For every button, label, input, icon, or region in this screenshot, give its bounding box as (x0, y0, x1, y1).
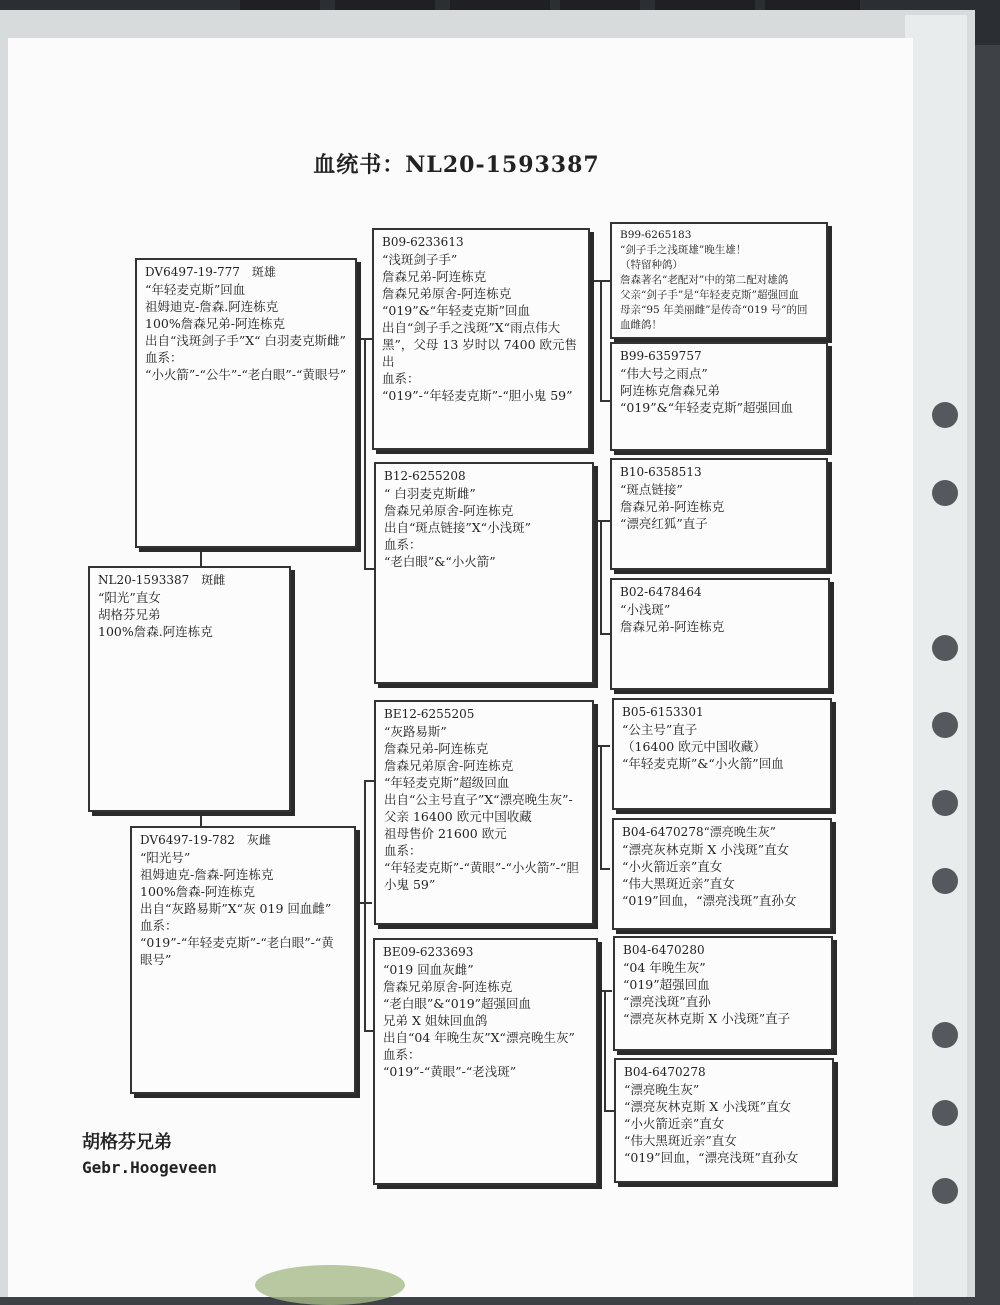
pedigree-line: “小浅斑” (620, 602, 671, 617)
great-grandparent-box (610, 458, 828, 570)
pedigree-line: 詹森兄弟原舍-阿连栋克 (383, 979, 513, 994)
great-grandparent-box (610, 578, 830, 690)
ring-number: B04-6470278“漂亮晚生灰” (622, 825, 776, 839)
punch-hole (932, 1178, 958, 1204)
great-grandparent-box (613, 936, 833, 1051)
ring-number: B10-6358513 (620, 465, 702, 479)
great-grandparent-box (614, 1058, 834, 1183)
pedigree-line: 出自“灰路易斯”X“灰 019 回血雌” (140, 901, 332, 916)
ring-number: B04-6470280 (623, 943, 705, 957)
pedigree-line: “灰路易斯” (384, 724, 447, 739)
pedigree-line: 詹森兄弟原舍-阿连栋克 (382, 286, 512, 301)
pedigree-line: 血系： (383, 1047, 421, 1062)
great-grandparent-box (610, 222, 828, 339)
pedigree-line: “小火箭”-“公牛”-“老白眼”-“黄眼号” (145, 367, 347, 382)
punch-hole (932, 868, 958, 894)
ring-number: BE09-6233693 (383, 945, 474, 959)
ring-number: DV6497-19-777 斑雄 (145, 265, 276, 279)
pedigree-line: “漂亮灰林克斯 X 小浅斑”直女 (622, 842, 790, 857)
pedigree-line: “019”-“年轻麦克斯”-“老白眼”-“黄眼号” (140, 935, 334, 967)
ring-number: B99-6359757 (620, 349, 702, 363)
punch-hole (932, 480, 958, 506)
pedigree-line: “斑点链接” (620, 482, 683, 497)
pedigree-line: “老白眼”&“小火箭” (384, 554, 496, 569)
pedigree-line: “伟大号之雨点” (620, 366, 708, 381)
pedigree-line: （特留种鸽） (620, 259, 683, 271)
pedigree-line: “年轻麦克斯”回血 (145, 282, 246, 297)
ring-number: B99-6265183 (620, 229, 692, 241)
connector-line (604, 1110, 614, 1112)
ring-number: NL20-1593387 斑雌 (98, 573, 226, 587)
pedigree-line: 出自“剑子手之浅斑”X“雨点伟大黑”，父母 13 岁时以 7400 欧元售出 (382, 320, 578, 369)
ring-number: B05-6153301 (622, 705, 704, 719)
pedigree-line: （16400 欧元中国收藏） (622, 739, 766, 754)
pedigree-line: “019 回血灰雌” (383, 962, 474, 977)
owner-name-english: Gebr.Hoogeveen (82, 1158, 217, 1177)
ring-number: B04-6470278 (624, 1065, 706, 1079)
pedigree-line: 詹森兄弟-阿连栋克 (620, 619, 725, 634)
subject-pigeon-box (88, 566, 291, 812)
ring-number: B02-6478464 (620, 585, 702, 599)
pedigree-line: “019”-“黄眼”-“老浅斑” (383, 1064, 517, 1079)
pedigree-line: 血系： (145, 350, 183, 365)
pedigree-line: 100%詹森.阿连栋克 (98, 624, 213, 639)
connector-line (604, 990, 606, 1110)
pedigree-line: “伟大黑斑近亲”直女 (624, 1133, 737, 1148)
ring-number: DV6497-19-782 灰雌 (140, 833, 271, 847)
pedigree-line: 祖姆迪克-詹森.阿连栋克 (145, 299, 279, 314)
pedigree-line: “漂亮灰林克斯 X 小浅斑”直女 (624, 1099, 792, 1114)
pedigree-line: “ 白羽麦克斯雌” (384, 486, 476, 501)
pedigree-line: 兄弟 X 姐妹回血鸽 (383, 1013, 488, 1028)
pedigree-line: 祖姆迪克-詹森-阿连栋克 (140, 867, 274, 882)
granddam-paternal-box (374, 462, 594, 684)
pedigree-line: “公主号”直子 (622, 722, 698, 737)
punch-hole (932, 402, 958, 428)
pedigree-line: 詹森兄弟原舍-阿连栋克 (384, 758, 514, 773)
pedigree-line: “漂亮灰林克斯 X 小浅斑”直子 (623, 1011, 791, 1026)
connector-line (600, 868, 610, 870)
green-stain (255, 1265, 405, 1305)
pedigree-line: 祖母售价 21600 欧元 (384, 826, 507, 841)
pedigree-line: “年轻麦克斯”超级回血 (384, 775, 510, 790)
pedigree-line: “老白眼”&“019”超强回血 (383, 996, 532, 1011)
pedigree-line: “阳光号” (140, 850, 191, 865)
pedigree-line: “年轻麦克斯”-“黄眼”-“小火箭”-“胆小鬼 59” (384, 860, 579, 892)
pedigree-line: 血系： (384, 537, 422, 552)
pedigree-line: 詹森兄弟原舍-阿连栋克 (384, 503, 514, 518)
pedigree-line: 父亲“剑子手”是“年轻麦克斯”超强回血 (620, 289, 799, 301)
great-grandparent-box (610, 342, 828, 451)
pedigree-line: 詹森著名“老配对”中的第二配对雄鸽 (620, 274, 789, 286)
pedigree-line: “04 年晚生灰” (623, 960, 706, 975)
connector-line (600, 745, 602, 870)
connector-line (600, 520, 602, 635)
pedigree-line: “年轻麦克斯”&“小火箭”回血 (622, 756, 784, 771)
punch-hole (932, 712, 958, 738)
pedigree-line: “019”回血，“漂亮浅斑”直孙女 (622, 893, 797, 908)
great-grandparent-box (612, 698, 832, 810)
pedigree-line: 出自“公主号直子”X“漂亮晚生灰”-父亲 16400 欧元中国收藏 (384, 792, 573, 824)
pedigree-line: “019”回血，“漂亮浅斑”直孙女 (624, 1150, 799, 1165)
pedigree-line: “小火箭近亲”直女 (624, 1116, 725, 1131)
connector-line (364, 780, 374, 782)
punch-hole (932, 1100, 958, 1126)
pedigree-line: 血系： (140, 918, 178, 933)
pedigree-line: 出自“斑点链接”X“小浅斑” (384, 520, 531, 535)
connector-line (600, 633, 610, 635)
grandsire-maternal-box (374, 700, 594, 925)
owner-name-chinese: 胡格芬兄弟 (82, 1132, 172, 1153)
pedigree-line: “漂亮晚生灰” (624, 1082, 700, 1097)
granddam-maternal-box (373, 938, 598, 1185)
pedigree-line: 詹森兄弟-阿连栋克 (382, 269, 487, 284)
pedigree-line: 100%詹森兄弟-阿连栋克 (145, 316, 285, 331)
dam-box (130, 826, 356, 1094)
punch-hole (932, 635, 958, 661)
sire-box (135, 258, 357, 548)
connector-line (364, 780, 366, 1030)
punch-hole (932, 1022, 958, 1048)
ring-number: BE12-6255205 (384, 707, 475, 721)
pedigree-line: “019”&“年轻麦克斯”超强回血 (620, 400, 794, 415)
connector-line (600, 280, 602, 400)
connector-line (364, 338, 366, 568)
pedigree-line: 胡格芬兄弟 (98, 607, 161, 622)
ring-number: B12-6255208 (384, 469, 466, 483)
pedigree-line: 母亲“95 年美丽雌”是传奇“019 号”的回血雌鸽！ (620, 304, 808, 331)
pedigree-line: “剑子手之浅斑雄”晚生雄！ (620, 244, 747, 256)
pedigree-line: 詹森兄弟-阿连栋克 (620, 499, 725, 514)
pedigree-line: “浅斑剑子手” (382, 252, 458, 267)
pedigree-line: 出自“04 年晚生灰”X“漂亮晚生灰” (383, 1030, 575, 1045)
pedigree-line: “伟大黑斑近亲”直女 (622, 876, 735, 891)
grandsire-paternal-box (372, 228, 590, 450)
pedigree-line: 詹森兄弟-阿连栋克 (384, 741, 489, 756)
pedigree-line: “漂亮红狐”直子 (620, 516, 708, 531)
ring-number: B09-6233613 (382, 235, 464, 249)
great-grandparent-box (612, 818, 832, 930)
pedigree-line: 出自“浅斑剑子手”X“ 白羽麦克斯雌” (145, 333, 346, 348)
pedigree-line: “漂亮浅斑”直孙 (623, 994, 711, 1009)
connector-line (200, 548, 202, 568)
pedigree-line: “019”-“年轻麦克斯”-“胆小鬼 59” (382, 388, 573, 403)
pedigree-line: “小火箭近亲”直女 (622, 859, 723, 874)
pedigree-line: 100%詹森-阿连栋克 (140, 884, 255, 899)
punch-hole (932, 790, 958, 816)
pedigree-line: 血系： (384, 843, 422, 858)
pedigree-title: 血统书：NL20-1593387 (313, 152, 600, 178)
connector-line (364, 568, 374, 570)
pedigree-line: “019”&“年轻麦克斯”回血 (382, 303, 531, 318)
pedigree-line: “019”超强回血 (623, 977, 710, 992)
pedigree-line: 阿连栋克詹森兄弟 (620, 383, 721, 398)
connector-line (200, 812, 202, 827)
pedigree-line: 血系： (382, 371, 420, 386)
connector-line (600, 400, 610, 402)
pedigree-line: “阳光”直女 (98, 590, 161, 605)
